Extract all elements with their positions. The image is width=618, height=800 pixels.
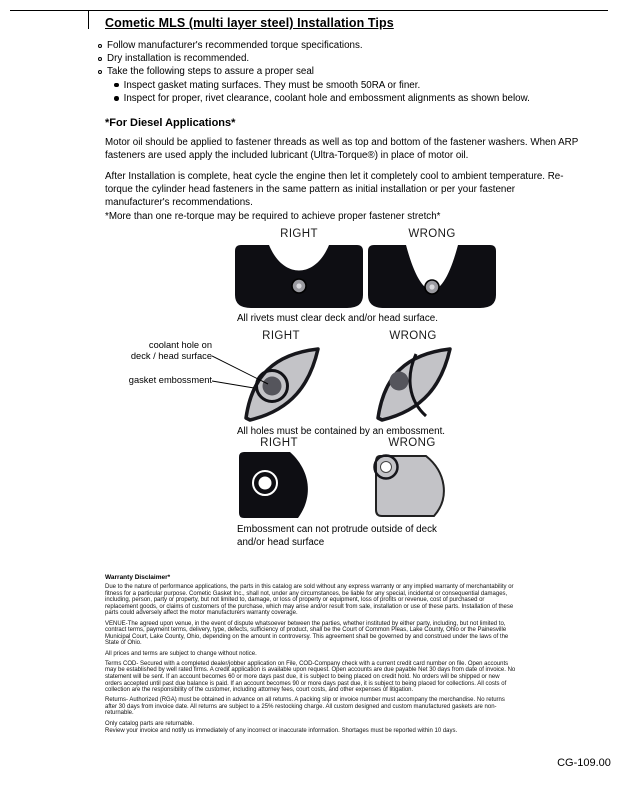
diesel-paragraph-1: Motor oil should be applied to fastener threads as well as top and bottom of the fastener washers. When ARP fasteners are used apply the included lubricant (Ultra-Torque®) in place of motor oil. xyxy=(105,137,579,161)
caption-holes: All holes must be contained by an embossment. xyxy=(237,426,446,437)
warranty-paragraph: Only catalog parts are returnable. xyxy=(105,720,195,727)
rivet-center xyxy=(429,284,434,289)
retorque-note: *More than one re-torque may be required to achieve proper fastener stretch* xyxy=(105,211,441,222)
filled-bullet-icon xyxy=(114,96,119,101)
hole xyxy=(381,462,392,473)
open-bullet-icon xyxy=(98,44,102,48)
tip-item-text: Take the following steps to assure a proper seal xyxy=(107,66,314,78)
diagram-rivet-wrong xyxy=(368,245,496,308)
deck-shape xyxy=(235,245,363,308)
sub-tip-item-text: Inspect gasket mating surfaces. They must be smooth 50RA or finer. xyxy=(123,79,421,91)
deck-corner-shape xyxy=(239,452,308,518)
warranty-paragraph: VENUE-The agreed upon venue, in the event of dispute whatsoever between the parties, whether instituted by either party, including, but not limited to, contract terms, payment terms, delivery, type, defects, sufficiency of product, shall be the Court of Common Pleas, Lake County, Ohio or the Painesville Municipal Court, Lake County, Ohio, depending on the amount in controversy. This agreement shall be governed by and construed under the laws of the State of Ohio. xyxy=(105,620,509,647)
wrong-label: WRONG xyxy=(389,330,437,342)
wrong-label: WRONG xyxy=(408,228,456,240)
sub-tip-item xyxy=(114,79,578,92)
tip-item-text: Dry installation is recommended. xyxy=(107,53,250,65)
caption-rivets: All rivets must clear deck and/or head surface. xyxy=(237,313,438,324)
warranty-paragraph: Returns- Authorized (RGA) must be obtained in advance on all returns. A packing slip or invoice number must accompany the merchandise. No returns after 30 days from invoice date. All returns are subject to a 25% restocking charge. All custom designed and custom manufactured gaskets are non-returnable. xyxy=(105,697,505,717)
filled-bullet-icon xyxy=(114,83,119,88)
wrong-label: WRONG xyxy=(388,437,436,449)
sub-tip-item xyxy=(114,92,578,105)
tips-list xyxy=(98,39,578,105)
caption-protrusion: Embossment can not protrude outside of deck and/or head surface xyxy=(237,524,437,548)
warranty-text xyxy=(105,584,517,738)
coolant-hole xyxy=(390,372,409,391)
deck-shape xyxy=(368,245,496,308)
diagram-protrusion-right xyxy=(238,450,320,520)
pointer-lines xyxy=(212,344,270,392)
warranty-paragraph: All prices and terms are subject to change without notice. xyxy=(105,650,257,657)
warranty-paragraph: Terms COD- Secured with a completed dealer/jobber application on File, COD-Company check with a current credit card number on file. Open accounts may be established by well rated firms. A credit application is available upon request. Open accounts are due payable Net 30 days from date of invoice. No statement will be sent. If an account becomes 60 or more days past due, it is subject to being placed on credit hold. No orders will be shipped or new orders accepted until past due balance is paid. If an account becomes 90 or more days past due, it is subject to being placed for collections. All costs of collection are the responsibility of the customer, including attorney fees, court costs, and other expenses of litigation. xyxy=(105,660,516,694)
right-label: RIGHT xyxy=(262,330,300,342)
label-gasket-embossment: gasket embossment xyxy=(128,375,212,385)
rivet-center xyxy=(296,283,301,288)
tip-item xyxy=(98,65,578,78)
page-code: CG-109.00 xyxy=(557,757,611,769)
diesel-applications-heading: *For Diesel Applications* xyxy=(105,117,236,129)
warranty-paragraph: Review your invoice and notify us immediately of any incorrect or inaccurate information. Shortages must be reported within 10 days. xyxy=(105,728,458,735)
warranty-paragraph: Due to the nature of performance applications, the parts in this catalog are sold without any express warranty or any implied warranty of merchantability or fitness for a particular purpose. Cometic Gasket Inc., shall not, under any circumstances, be liable for any special, incidental or consequential damages, including, person, party or property, but not limited to, damage, or loss of property or equipment, loss of profits or revenue, cost of purchased or replacement goods, or claims of customers of the purchase, which may arise and/or result from sale, installation or use of these parts. Installation of these parts could adversely affect the motor manufacturers warranty coverage. xyxy=(105,584,514,617)
tip-item xyxy=(98,39,578,52)
sub-tip-item-text: Inspect for proper, rivet clearance, coolant hole and embossment alignments as shown below. xyxy=(123,92,530,104)
open-bullet-icon xyxy=(98,70,102,74)
top-border-line xyxy=(10,10,608,11)
warranty-heading: Warranty Disclaimer* xyxy=(105,574,171,581)
tip-item-text: Follow manufacturer's recommended torque specifications. xyxy=(107,40,363,51)
right-label: RIGHT xyxy=(260,437,298,449)
right-label: RIGHT xyxy=(280,228,318,240)
open-bullet-icon xyxy=(98,57,102,61)
diagram-embossment-wrong xyxy=(372,344,454,422)
diagram-protrusion-wrong xyxy=(370,450,454,520)
label-coolant-hole: coolant hole on deck / head surface xyxy=(130,340,212,361)
tip-item xyxy=(98,52,578,65)
diesel-paragraph-2: After Installation is complete, heat cycle the engine then let it completely cool to ambient temperature. Re-torque the cylinder head fasteners in the same pattern as initial installation or per your fastener manufacturer's recommendations. xyxy=(105,171,564,208)
hole xyxy=(259,477,272,490)
diagram-rivet-right xyxy=(235,245,363,308)
header-divider-tick xyxy=(88,10,89,29)
page-title: Cometic MLS (multi layer steel) Installation Tips xyxy=(105,16,394,30)
